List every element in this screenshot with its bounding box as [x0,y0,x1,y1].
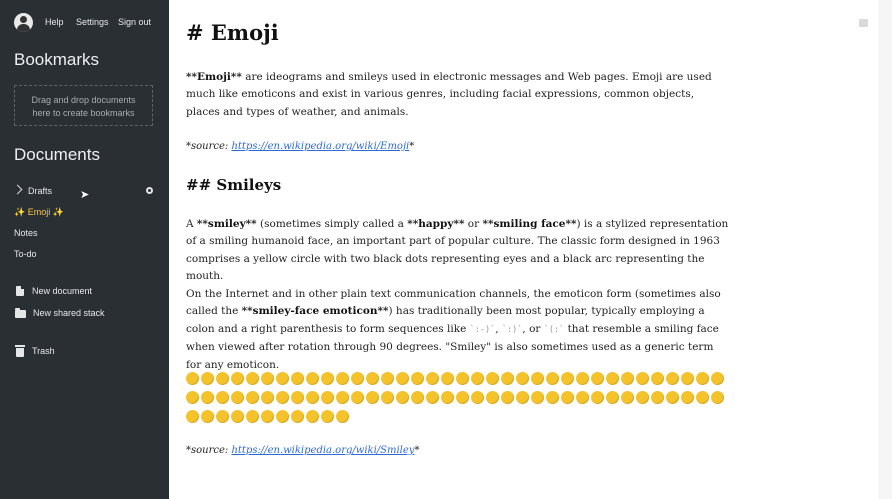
smiley-emoji-icon [591,391,604,404]
smiley-emoji-icon [681,391,694,404]
smiley-emoji-icon [201,372,214,385]
p3-c: ) has traditionally been most popular, typically employing a colon and a right parenthesis to form sequences like [186,305,705,335]
p3-sep1: , [495,322,502,335]
smiley-emoji-icon [636,391,649,404]
smiley-emoji-icon [276,410,289,423]
dropzone-text-line2: here to create bookmarks [32,108,135,118]
heading-emoji: # Emoji [186,20,279,45]
smiley-emoji-icon [186,410,199,423]
smiley-emoji-icon [246,391,259,404]
smiley-emoji-icon [336,372,349,385]
source2-prefix: *source: [186,445,232,456]
source-emoji [186,141,414,152]
code-emoticon-3: `(:` [543,324,565,335]
sidebar [0,0,169,499]
new-shared-stack-button[interactable]: New shared stack [33,308,105,318]
smiley-emoji-icon [576,391,589,404]
smiley-emoji-icon [276,391,289,404]
smiley-emoji-icon [336,410,349,423]
smiley-emoji-icon [351,391,364,404]
smiley-emoji-icon [711,372,724,385]
smiley-emoji-icon [411,372,424,385]
intro-text: are ideograms and smileys used in electronic messages and Web pages. Emoji are used much like emoticons and exist in various genres, including facial expressions, common objects, places and types of weather, and animals. [186,71,712,118]
p3-d: that resemble a smiling face when viewed after rotation through 90 degrees. "Smiley" is also sometimes used as a generic term for any emoticon. [186,322,719,371]
smiley-emoji-icon [336,391,349,404]
smiley-emoji-icon [276,372,289,385]
smiley-emoji-icon [216,372,229,385]
smiley-emoji-icon [381,391,394,404]
smiley-emoji-icon [231,391,244,404]
smiley-emoji-icon [501,391,514,404]
smiley-emoji-icon [291,372,304,385]
smiley-emoji-icon [411,391,424,404]
smiley-emoji-icon [546,391,559,404]
documents-title: Documents [14,145,100,164]
smiley-emoji-icon [291,391,304,404]
source1-suffix: * [409,141,415,152]
smiley-emoji-icon [621,372,634,385]
scrollbar[interactable] [878,0,892,499]
smiley-emoji-icon [186,372,199,385]
smiley-emoji-icon [501,372,514,385]
sidebar-item-notes[interactable]: Notes [14,228,38,238]
gear-icon[interactable] [146,187,153,194]
sidebar-item-drafts[interactable]: Drafts [28,186,53,196]
bookmarks-title: Bookmarks [14,50,100,69]
code-emoticon-1: `:-)` [469,324,496,335]
smiley-emoji-icon [516,391,529,404]
smiley-emoji-icon [471,391,484,404]
bold-smiling-face: **smiling face** [482,218,577,230]
smiley-emoji-icon [696,391,709,404]
smiley-emoji-icon [666,372,679,385]
smiley-emoji-icon [471,372,484,385]
smiley-emoji-icon [546,372,559,385]
smiley-emoji-icon [426,372,439,385]
smiley-emoji-icon [711,391,724,404]
smiley-emoji-icon [366,391,379,404]
smiley-emoji-icon [651,391,664,404]
emoji-list [186,372,731,429]
bold-smiley-face-emoticon: **smiley-face emoticon** [241,305,389,318]
p2-a: A [186,218,197,230]
smiley-emoji-icon [306,410,319,423]
sign-out-link[interactable]: Sign out [118,17,152,27]
smiley-emoji-icon [396,391,409,404]
folder-icon [15,310,26,318]
smiley-emoji-icon [636,372,649,385]
smiley-emoji-icon [321,372,334,385]
smiley-emoji-icon [396,372,409,385]
smiley-emoji-icon [306,372,319,385]
smiley-emoji-icon [651,372,664,385]
smiley-emoji-icon [261,372,274,385]
source1-link[interactable]: https://en.wikipedia.org/wiki/Emoji [231,141,410,152]
smiley-emoji-icon [561,391,574,404]
smiley-emoji-icon [246,410,259,423]
smiley-emoji-icon [216,391,229,404]
source2-suffix: * [414,445,420,456]
avatar[interactable] [14,13,33,32]
new-document-icon [16,286,24,296]
source1-prefix: *source: [186,141,232,152]
bold-happy: **happy** [407,218,465,230]
smiley-emoji-icon [456,391,469,404]
smiley-emoji-icon [216,410,229,423]
paragraph-smiley [186,216,731,286]
smiley-emoji-icon [321,410,334,423]
smiley-emoji-icon [351,372,364,385]
smiley-emoji-icon [531,391,544,404]
smiley-emoji-icon [681,372,694,385]
smiley-emoji-icon [441,391,454,404]
smiley-emoji-icon [441,372,454,385]
smiley-emoji-icon [381,372,394,385]
smiley-emoji-icon [246,372,259,385]
mouse-cursor-icon: ➤ [80,189,90,201]
smiley-emoji-icon [201,391,214,404]
editor[interactable] [169,0,892,499]
p3-a: On the Internet and in other plain text communication channels, the emoticon form (sometimes also called the [186,288,721,318]
p3-sep2: , or [522,322,544,335]
smiley-emoji-icon [591,372,604,385]
source-smiley [186,445,419,456]
p2-d: or [464,218,483,230]
new-document-button[interactable]: New document [32,286,93,296]
bookmarks-dropzone[interactable] [14,85,153,126]
smiley-emoji-icon [306,391,319,404]
smiley-emoji-icon [576,372,589,385]
preview-icon[interactable] [859,19,868,27]
smiley-emoji-icon [261,410,274,423]
smiley-emoji-icon [561,372,574,385]
smiley-emoji-icon [516,372,529,385]
p2-c: (sometimes simply called a [256,218,408,230]
smiley-emoji-icon [621,391,634,404]
smiley-emoji-icon [231,410,244,423]
chevron-right-icon[interactable] [13,185,23,195]
smiley-emoji-icon [606,391,619,404]
smiley-emoji-icon [666,391,679,404]
smiley-emoji-icon [321,391,334,404]
bold-smiley: **smiley** [196,218,257,230]
settings-link[interactable]: Settings [76,17,109,27]
bold-emoji: **Emoji** [186,71,242,83]
code-emoticon-2: `:)` [501,324,523,335]
smiley-emoji-icon [456,372,469,385]
trash-button[interactable]: Trash [32,346,55,356]
sidebar-item-emoji[interactable]: ✨ Emoji ✨ [14,207,64,217]
smiley-emoji-icon [531,372,544,385]
smiley-emoji-icon [231,372,244,385]
paragraph-emoticon [186,286,731,374]
smiley-emoji-icon [696,372,709,385]
paragraph-intro [186,69,731,121]
smiley-emoji-icon [186,391,199,404]
heading-smileys: ## Smileys [186,176,282,194]
smiley-emoji-icon [606,372,619,385]
trash-icon [16,348,24,357]
smiley-emoji-icon [366,372,379,385]
sidebar-item-todo[interactable]: To-do [14,249,37,259]
dropzone-text-line1: Drag and drop documents [31,95,136,105]
smiley-emoji-icon [261,391,274,404]
help-link[interactable]: Help [45,17,64,27]
smiley-emoji-icon [201,410,214,423]
smiley-emoji-icon [486,372,499,385]
smiley-emoji-icon [486,391,499,404]
p2-e: ) is a stylized representation of a smiling humanoid face, an important part of popular culture. The classic form designed in 1963 comprises a yellow circle with two black dots representing eyes and a black arc representing the mouth. [186,218,729,283]
source2-link[interactable]: https://en.wikipedia.org/wiki/Smiley [231,445,415,456]
smiley-emoji-icon [291,410,304,423]
smiley-emoji-icon [426,391,439,404]
